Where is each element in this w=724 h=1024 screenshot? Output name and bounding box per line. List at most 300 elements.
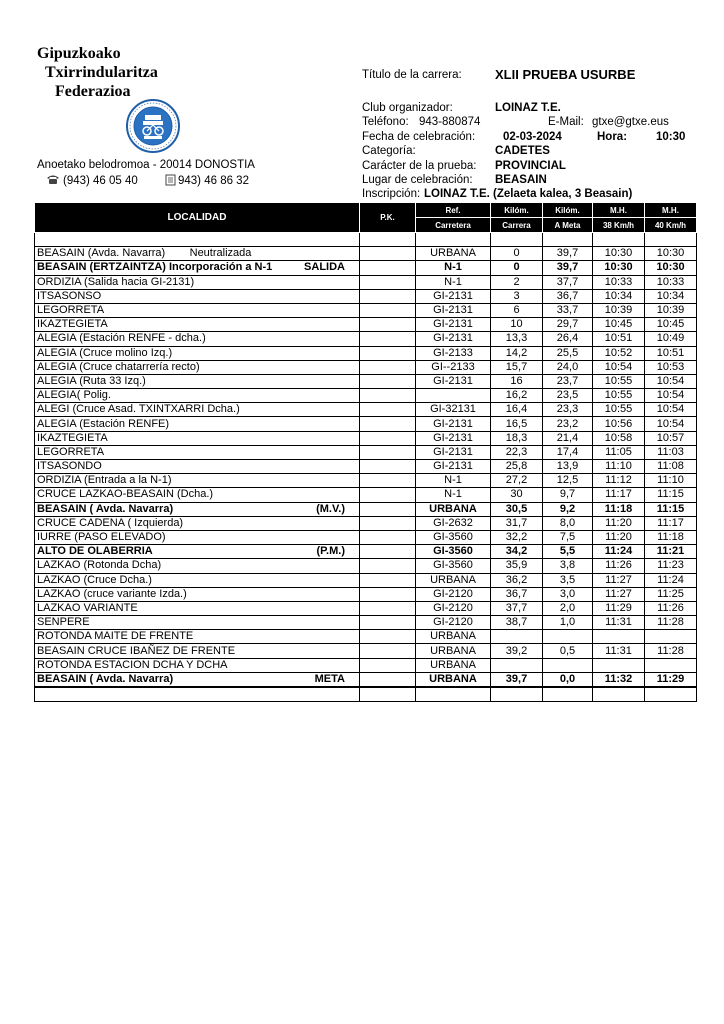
header-ref-2: Carretera xyxy=(416,218,491,233)
cell-t40: 10:51 xyxy=(645,346,697,360)
localidad-tag: (M.V.) xyxy=(316,502,345,515)
cell-pk xyxy=(360,431,416,445)
cell-localidad xyxy=(35,233,360,247)
cell-pk xyxy=(360,403,416,417)
table-row xyxy=(35,233,697,247)
cell-t40: 10:49 xyxy=(645,332,697,346)
cell-localidad xyxy=(35,403,360,417)
cell-pk xyxy=(360,360,416,374)
table-row xyxy=(35,261,697,275)
cell-t40: 11:24 xyxy=(645,573,697,587)
table-row xyxy=(35,601,697,615)
cell-ref: GI-2632 xyxy=(416,516,491,530)
cell-km: 30,5 xyxy=(491,502,543,516)
localidad-tag: (P.M.) xyxy=(316,545,345,558)
cell-t38: 10:51 xyxy=(593,332,645,346)
table-row xyxy=(35,530,697,544)
cell-pk xyxy=(360,573,416,587)
cell-km: 27,2 xyxy=(491,474,543,488)
cell-t40: 10:54 xyxy=(645,374,697,388)
cell-meta: 1,0 xyxy=(543,616,593,630)
cell-ref: GI-2131 xyxy=(416,431,491,445)
table-row xyxy=(35,417,697,431)
cell-t40: 11:10 xyxy=(645,474,697,488)
cell-t40: 10:33 xyxy=(645,275,697,289)
table-row xyxy=(35,389,697,403)
cell-localidad xyxy=(35,672,360,687)
cell-t38: 11:20 xyxy=(593,516,645,530)
localidad-text: BEASAIN CRUCE IBAÑEZ DE FRENTE xyxy=(37,644,236,657)
table-row xyxy=(35,346,697,360)
cell-pk xyxy=(360,318,416,332)
cell-pk xyxy=(360,233,416,247)
cell-localidad xyxy=(35,530,360,544)
cell-meta: 3,8 xyxy=(543,559,593,573)
cell-t38 xyxy=(593,630,645,644)
localidad-text: ITSASONSO xyxy=(37,289,102,302)
cell-km: 39,2 xyxy=(491,644,543,658)
cell-ref: GI-2131 xyxy=(416,460,491,474)
cell-km: 3 xyxy=(491,289,543,303)
cell-ref: GI-2131 xyxy=(416,332,491,346)
route-table-body xyxy=(35,233,697,702)
date-value: 02-03-2024 xyxy=(503,131,562,143)
cell-t38: 11:29 xyxy=(593,601,645,615)
cell-localidad xyxy=(35,275,360,289)
cell-meta: 3,0 xyxy=(543,587,593,601)
cell-pk xyxy=(360,488,416,502)
cell-pk xyxy=(360,346,416,360)
cell-localidad xyxy=(35,247,360,261)
cell-km: 0 xyxy=(491,261,543,275)
table-row xyxy=(35,573,697,587)
phone-label: Teléfono: xyxy=(362,116,409,128)
cell-t40: 11:25 xyxy=(645,587,697,601)
cell-ref: GI-2131 xyxy=(416,318,491,332)
cell-t40: 11:15 xyxy=(645,502,697,516)
localidad-text: BEASAIN ( Avda. Navarra) xyxy=(37,672,174,685)
cell-t40: 10:57 xyxy=(645,431,697,445)
cell-t38: 11:05 xyxy=(593,445,645,459)
cell-t40: 10:39 xyxy=(645,303,697,317)
cell-pk xyxy=(360,460,416,474)
cell-t38: 11:32 xyxy=(593,672,645,687)
table-row xyxy=(35,644,697,658)
cell-t40 xyxy=(645,658,697,672)
localidad-text: IKAZTEGIETA xyxy=(37,431,108,444)
localidad-text: ALEGIA (Estación RENFE) xyxy=(37,417,170,430)
cell-localidad xyxy=(35,318,360,332)
cell-ref: URBANA xyxy=(416,658,491,672)
localidad-text: LAZKAO (Rotonda Dcha) xyxy=(37,559,162,572)
cell-km: 32,2 xyxy=(491,530,543,544)
cell-t40: 11:15 xyxy=(645,488,697,502)
cell-meta: 39,7 xyxy=(543,261,593,275)
localidad-tag: META xyxy=(314,672,345,685)
cell-pk xyxy=(360,389,416,403)
cell-t40: 10:45 xyxy=(645,318,697,332)
cell-pk xyxy=(360,616,416,630)
cell-ref: GI-3560 xyxy=(416,559,491,573)
header-ref-1: Ref. xyxy=(416,203,491,218)
cell-pk xyxy=(360,644,416,658)
cell-t40: 10:54 xyxy=(645,403,697,417)
cell-t38: 11:12 xyxy=(593,474,645,488)
cell-pk xyxy=(360,303,416,317)
federation-phone xyxy=(46,174,138,188)
cell-pk xyxy=(360,687,416,702)
cell-t40: 11:03 xyxy=(645,445,697,459)
place-label: Lugar de celebración: xyxy=(362,174,473,186)
club-value: LOINAZ T.E. xyxy=(495,102,561,114)
cell-km: 16,5 xyxy=(491,417,543,431)
cell-t40: 11:23 xyxy=(645,559,697,573)
table-row xyxy=(35,247,697,261)
cell-pk xyxy=(360,417,416,431)
cell-pk xyxy=(360,261,416,275)
cell-meta: 7,5 xyxy=(543,530,593,544)
cell-localidad xyxy=(35,630,360,644)
inscription-label: Inscripción: xyxy=(362,188,421,200)
localidad-text: ROTONDA MAITE DE FRENTE xyxy=(37,630,194,643)
federation-name-line1: Gipuzkoako xyxy=(37,45,121,62)
cell-ref: GI--2133 xyxy=(416,360,491,374)
email-value: gtxe@gtxe.eus xyxy=(592,116,669,128)
cell-t38: 11:18 xyxy=(593,502,645,516)
header-pk: P.K. xyxy=(360,203,416,233)
cell-localidad xyxy=(35,601,360,615)
cell-km: 0 xyxy=(491,247,543,261)
cell-t40: 11:08 xyxy=(645,460,697,474)
localidad-text: IKAZTEGIETA xyxy=(37,318,108,331)
cell-localidad xyxy=(35,573,360,587)
header-mh38-1: M.H. xyxy=(593,203,645,218)
cell-ref: GI-2131 xyxy=(416,289,491,303)
cell-pk xyxy=(360,658,416,672)
cell-meta: 17,4 xyxy=(543,445,593,459)
category-label: Categoría: xyxy=(362,145,416,157)
cell-ref: GI-3560 xyxy=(416,530,491,544)
cell-meta: 25,5 xyxy=(543,346,593,360)
cell-km: 22,3 xyxy=(491,445,543,459)
cell-km xyxy=(491,687,543,702)
localidad-text: LAZKAO VARIANTE xyxy=(37,601,138,614)
cell-km: 37,7 xyxy=(491,601,543,615)
localidad-text: ITSASONDO xyxy=(37,460,102,473)
character-value: PROVINCIAL xyxy=(495,160,566,172)
localidad-text: LAZKAO (cruce variante Izda.) xyxy=(37,587,187,600)
cell-meta: 39,7 xyxy=(543,247,593,261)
cell-meta: 5,5 xyxy=(543,545,593,559)
cell-km: 16,4 xyxy=(491,403,543,417)
cell-ref: N-1 xyxy=(416,488,491,502)
cell-t38: 11:27 xyxy=(593,573,645,587)
cell-meta: 29,7 xyxy=(543,318,593,332)
cell-meta: 23,2 xyxy=(543,417,593,431)
cell-pk xyxy=(360,502,416,516)
telephone-icon xyxy=(46,174,60,185)
localidad-tag: SALIDA xyxy=(304,261,345,274)
cell-ref: URBANA xyxy=(416,247,491,261)
localidad-text: BEASAIN (ERTZAINTZA) Incorporación a N-1 xyxy=(37,261,273,274)
cycling-federation-seal-icon xyxy=(118,98,188,154)
cell-meta xyxy=(543,233,593,247)
cell-km: 38,7 xyxy=(491,616,543,630)
cell-t38: 10:45 xyxy=(593,318,645,332)
phone-value: 943-880874 xyxy=(419,116,481,128)
cell-pk xyxy=(360,630,416,644)
cell-km xyxy=(491,233,543,247)
cell-t40: 11:29 xyxy=(645,672,697,687)
cell-ref: N-1 xyxy=(416,275,491,289)
cell-ref: GI-2131 xyxy=(416,374,491,388)
cell-t40: 10:34 xyxy=(645,289,697,303)
cell-km: 6 xyxy=(491,303,543,317)
table-row xyxy=(35,516,697,530)
cell-t38: 11:27 xyxy=(593,587,645,601)
cell-localidad xyxy=(35,417,360,431)
cell-t40: 10:30 xyxy=(645,247,697,261)
cell-localidad xyxy=(35,587,360,601)
cell-km: 31,7 xyxy=(491,516,543,530)
table-row xyxy=(35,431,697,445)
place-value: BEASAIN xyxy=(495,174,547,186)
cell-km: 39,7 xyxy=(491,672,543,687)
cell-meta: 37,7 xyxy=(543,275,593,289)
cell-pk xyxy=(360,289,416,303)
header-km-1: Kilóm. xyxy=(491,203,543,218)
cell-t38: 10:58 xyxy=(593,431,645,445)
race-title-label: Título de la carrera: xyxy=(362,69,462,81)
cell-t40: 10:30 xyxy=(645,261,697,275)
federation-address: Anoetako belodromoa - 20014 DONOSTIA xyxy=(37,159,255,171)
cell-localidad xyxy=(35,488,360,502)
localidad-text: LEGORRETA xyxy=(37,304,105,317)
cell-localidad xyxy=(35,303,360,317)
localidad-text: SENPERE xyxy=(37,616,90,629)
localidad-text: ALEGIA (Cruce molino Izq.) xyxy=(37,346,173,359)
cell-ref: N-1 xyxy=(416,474,491,488)
cell-t38: 11:31 xyxy=(593,616,645,630)
cell-pk xyxy=(360,672,416,687)
cell-ref: GI-2133 xyxy=(416,346,491,360)
cell-t38: 10:55 xyxy=(593,389,645,403)
localidad-text: LAZKAO (Cruce Dcha.) xyxy=(37,573,152,586)
cell-km: 36,2 xyxy=(491,573,543,587)
cell-ref: URBANA xyxy=(416,573,491,587)
cell-km xyxy=(491,658,543,672)
time-value: 10:30 xyxy=(656,131,686,143)
cell-ref: GI-2120 xyxy=(416,601,491,615)
cell-pk xyxy=(360,474,416,488)
cell-localidad xyxy=(35,445,360,459)
cell-km: 18,3 xyxy=(491,431,543,445)
cell-ref: GI-3560 xyxy=(416,545,491,559)
cell-meta: 26,4 xyxy=(543,332,593,346)
table-row xyxy=(35,545,697,559)
table-row xyxy=(35,488,697,502)
character-label: Carácter de la prueba: xyxy=(362,160,477,172)
cell-km: 25,8 xyxy=(491,460,543,474)
cell-meta: 8,0 xyxy=(543,516,593,530)
fax-icon xyxy=(165,174,176,186)
cell-t40: 10:54 xyxy=(645,389,697,403)
cell-t38: 10:55 xyxy=(593,403,645,417)
cell-localidad xyxy=(35,502,360,516)
cell-localidad xyxy=(35,346,360,360)
cell-km xyxy=(491,630,543,644)
cell-km: 2 xyxy=(491,275,543,289)
cell-km: 14,2 xyxy=(491,346,543,360)
date-label: Fecha de celebración: xyxy=(362,131,476,143)
table-row xyxy=(35,374,697,388)
cell-localidad xyxy=(35,658,360,672)
localidad-text: IURRE (PASO ELEVADO) xyxy=(37,531,166,544)
cell-ref: N-1 xyxy=(416,261,491,275)
cell-meta xyxy=(543,687,593,702)
cell-meta: 23,5 xyxy=(543,389,593,403)
cell-pk xyxy=(360,559,416,573)
cell-ref: GI-32131 xyxy=(416,403,491,417)
cell-t38: 11:26 xyxy=(593,559,645,573)
cell-km: 30 xyxy=(491,488,543,502)
table-row xyxy=(35,460,697,474)
federation-name-line2: Txirrindularitza xyxy=(45,64,158,81)
table-row xyxy=(35,559,697,573)
cell-meta: 21,4 xyxy=(543,431,593,445)
cell-meta: 3,5 xyxy=(543,573,593,587)
category-value: CADETES xyxy=(495,145,550,157)
cell-t38: 10:34 xyxy=(593,289,645,303)
cell-t40 xyxy=(645,630,697,644)
localidad-text: ROTONDA ESTACION DCHA Y DCHA xyxy=(37,658,228,671)
cell-meta: 9,2 xyxy=(543,502,593,516)
cell-pk xyxy=(360,275,416,289)
cell-t38: 10:56 xyxy=(593,417,645,431)
cell-pk xyxy=(360,247,416,261)
cell-t38: 11:31 xyxy=(593,644,645,658)
table-row xyxy=(35,445,697,459)
cell-km: 35,9 xyxy=(491,559,543,573)
federation-name-line3: Federazioa xyxy=(55,83,131,100)
cell-localidad xyxy=(35,332,360,346)
localidad-text: ORDIZIA (Salida hacia GI-2131) xyxy=(37,275,195,288)
localidad-text: LEGORRETA xyxy=(37,445,105,458)
table-row xyxy=(35,474,697,488)
table-row xyxy=(35,672,697,687)
cell-t40: 10:53 xyxy=(645,360,697,374)
table-row xyxy=(35,616,697,630)
cell-meta: 23,3 xyxy=(543,403,593,417)
cell-pk xyxy=(360,374,416,388)
cell-meta: 2,0 xyxy=(543,601,593,615)
cell-meta: 23,7 xyxy=(543,374,593,388)
cell-km: 34,2 xyxy=(491,545,543,559)
cell-t38: 10:30 xyxy=(593,247,645,261)
cell-localidad xyxy=(35,360,360,374)
cell-pk xyxy=(360,516,416,530)
table-row xyxy=(35,502,697,516)
federation-fax xyxy=(165,174,249,188)
header-mh40-2: 40 Km/h xyxy=(645,218,697,233)
cell-meta: 24,0 xyxy=(543,360,593,374)
cell-km: 36,7 xyxy=(491,587,543,601)
header-km-2: Carrera xyxy=(491,218,543,233)
cell-pk xyxy=(360,601,416,615)
cell-ref: URBANA xyxy=(416,644,491,658)
cell-localidad xyxy=(35,389,360,403)
cell-t40: 11:26 xyxy=(645,601,697,615)
federation-phone-number: (943) 46 05 40 xyxy=(63,175,138,187)
cell-ref xyxy=(416,687,491,702)
table-row xyxy=(35,587,697,601)
cell-km: 16 xyxy=(491,374,543,388)
cell-meta: 0,5 xyxy=(543,644,593,658)
cell-km: 16,2 xyxy=(491,389,543,403)
cell-km: 15,7 xyxy=(491,360,543,374)
cell-t40: 11:17 xyxy=(645,516,697,530)
cell-t38: 10:33 xyxy=(593,275,645,289)
cell-pk xyxy=(360,587,416,601)
cell-t38 xyxy=(593,233,645,247)
table-row xyxy=(35,318,697,332)
cell-localidad xyxy=(35,431,360,445)
federation-fax-number: 943) 46 86 32 xyxy=(178,175,249,187)
localidad-text: ALEGI (Cruce Asad. TXINTXARRI Dcha.) xyxy=(37,403,240,416)
cell-ref: GI-2120 xyxy=(416,587,491,601)
inscription-value: LOINAZ T.E. (Zelaeta kalea, 3 Beasain) xyxy=(424,188,633,200)
table-row xyxy=(35,275,697,289)
cell-localidad xyxy=(35,516,360,530)
table-row xyxy=(35,630,697,644)
race-title-value: XLII PRUEBA USURBE xyxy=(495,67,636,82)
localidad-text: ALEGIA (Cruce chatarrería recto) xyxy=(37,360,200,373)
cell-localidad xyxy=(35,559,360,573)
cell-t38: 10:30 xyxy=(593,261,645,275)
cell-t38: 11:10 xyxy=(593,460,645,474)
header-localidad: LOCALIDAD xyxy=(35,203,360,233)
table-row xyxy=(35,360,697,374)
cell-ref xyxy=(416,389,491,403)
cell-pk xyxy=(360,530,416,544)
cell-t38: 10:39 xyxy=(593,303,645,317)
cell-meta xyxy=(543,658,593,672)
cell-ref xyxy=(416,233,491,247)
cell-localidad xyxy=(35,374,360,388)
cell-t38: 11:24 xyxy=(593,545,645,559)
cell-t38: 10:52 xyxy=(593,346,645,360)
cell-pk xyxy=(360,545,416,559)
cell-t38 xyxy=(593,658,645,672)
localidad-text: ALEGIA( Polig. xyxy=(37,389,111,402)
localidad-text: ORDIZIA (Entrada a la N-1) xyxy=(37,474,172,487)
table-row xyxy=(35,658,697,672)
time-label: Hora: xyxy=(597,131,628,143)
cell-ref: URBANA xyxy=(416,672,491,687)
cell-ref: GI-2120 xyxy=(416,616,491,630)
cell-t40 xyxy=(645,233,697,247)
header-mh38-2: 38 Km/h xyxy=(593,218,645,233)
cell-meta: 36,7 xyxy=(543,289,593,303)
localidad-text: BEASAIN ( Avda. Navarra) xyxy=(37,502,174,515)
table-row xyxy=(35,687,697,702)
cell-ref: GI-2131 xyxy=(416,445,491,459)
cell-t40 xyxy=(645,687,697,702)
cell-ref: GI-2131 xyxy=(416,417,491,431)
cell-localidad xyxy=(35,289,360,303)
localidad-text: CRUCE CADENA ( Izquierda) xyxy=(37,516,184,529)
cell-meta xyxy=(543,630,593,644)
